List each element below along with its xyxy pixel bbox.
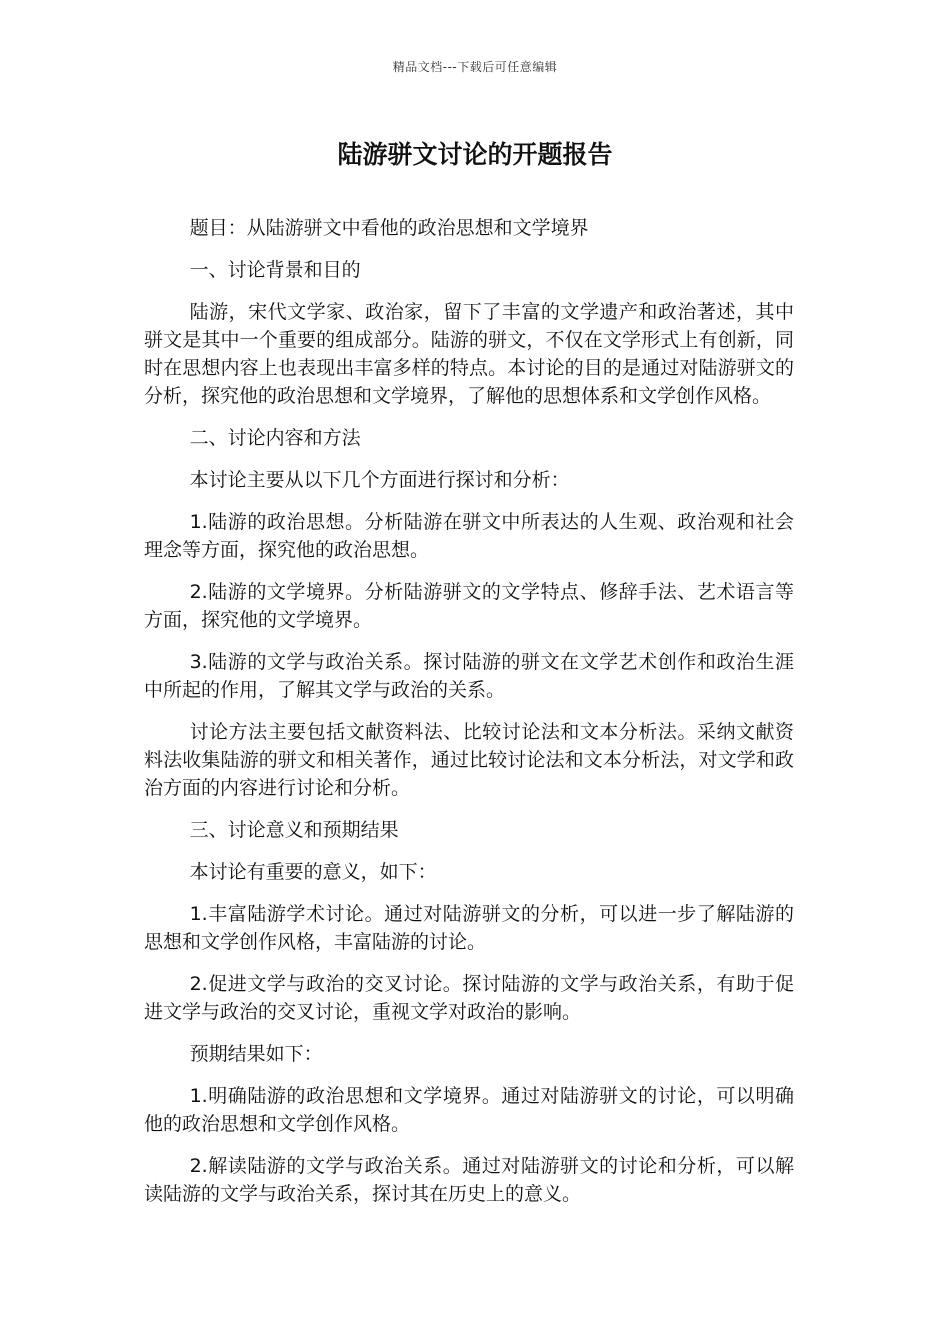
expected-results-intro: 预期结果如下：: [189, 1043, 323, 1065]
significance-intro-paragraph: 本讨论有重要的意义，如下：: [189, 861, 437, 883]
significance-item-1: 1.丰富陆游学术讨论。通过对陆游骈文的分析，可以进一步了解陆游的思想和文学创作风格，丰富陆游的讨论。: [144, 903, 794, 953]
topic-line: 题目：从陆游骈文中看他的政治思想和文学境界: [189, 217, 589, 239]
section-heading-content-method: 二、讨论内容和方法: [189, 427, 361, 449]
method-paragraph: 讨论方法主要包括文献资料法、比较讨论法和文本分析法。采纳文献资料法收集陆游的骈文和相关著作，通过比较讨论法和文本分析法，对文学和政治方面的内容进行讨论和分析。: [144, 721, 794, 799]
content-item-political-thought: 1.陆游的政治思想。分析陆游在骈文中所表达的人生观、政治观和社会理念等方面，探究他的政治思想。: [144, 511, 794, 561]
expected-result-1: 1.明确陆游的政治思想和文学境界。通过对陆游骈文的讨论，可以明确他的政治思想和文学创作风格。: [144, 1085, 794, 1135]
section-heading-background: 一、讨论背景和目的: [189, 259, 361, 281]
section-heading-significance: 三、讨论意义和预期结果: [189, 819, 399, 841]
significance-item-2: 2.促进文学与政治的交叉讨论。探讨陆游的文学与政治关系，有助于促进文学与政治的交叉讨论，重视文学对政治的影响。: [144, 973, 794, 1023]
content-item-literary-realm: 2.陆游的文学境界。分析陆游骈文的文学特点、修辞手法、艺术语言等方面，探究他的文学境界。: [144, 581, 794, 631]
document-body: [144, 214, 794, 1222]
expected-result-2: 2.解读陆游的文学与政治关系。通过对陆游骈文的讨论和分析，可以解读陆游的文学与政治关系，探讨其在历史上的意义。: [144, 1155, 794, 1205]
header-note: 精品文档---下载后可任意编辑: [392, 60, 558, 74]
content-intro-paragraph: 本讨论主要从以下几个方面进行探讨和分析：: [189, 469, 570, 491]
document-title: 陆游骈文讨论的开题报告: [337, 140, 613, 169]
content-item-literature-politics: 3.陆游的文学与政治关系。探讨陆游的骈文在文学艺术创作和政治生涯中所起的作用，了解其文学与政治的关系。: [144, 651, 794, 701]
background-paragraph: 陆游，宋代文学家、政治家，留下了丰富的文学遗产和政治著述，其中骈文是其中一个重要的组成部分。陆游的骈文，不仅在文学形式上有创新，同时在思想内容上也表现出丰富多样的特点。本讨论的目的是通过对陆游骈文的分析，探究他的政治思想和文学境界，了解他的思想体系和文学创作风格。: [144, 301, 794, 407]
